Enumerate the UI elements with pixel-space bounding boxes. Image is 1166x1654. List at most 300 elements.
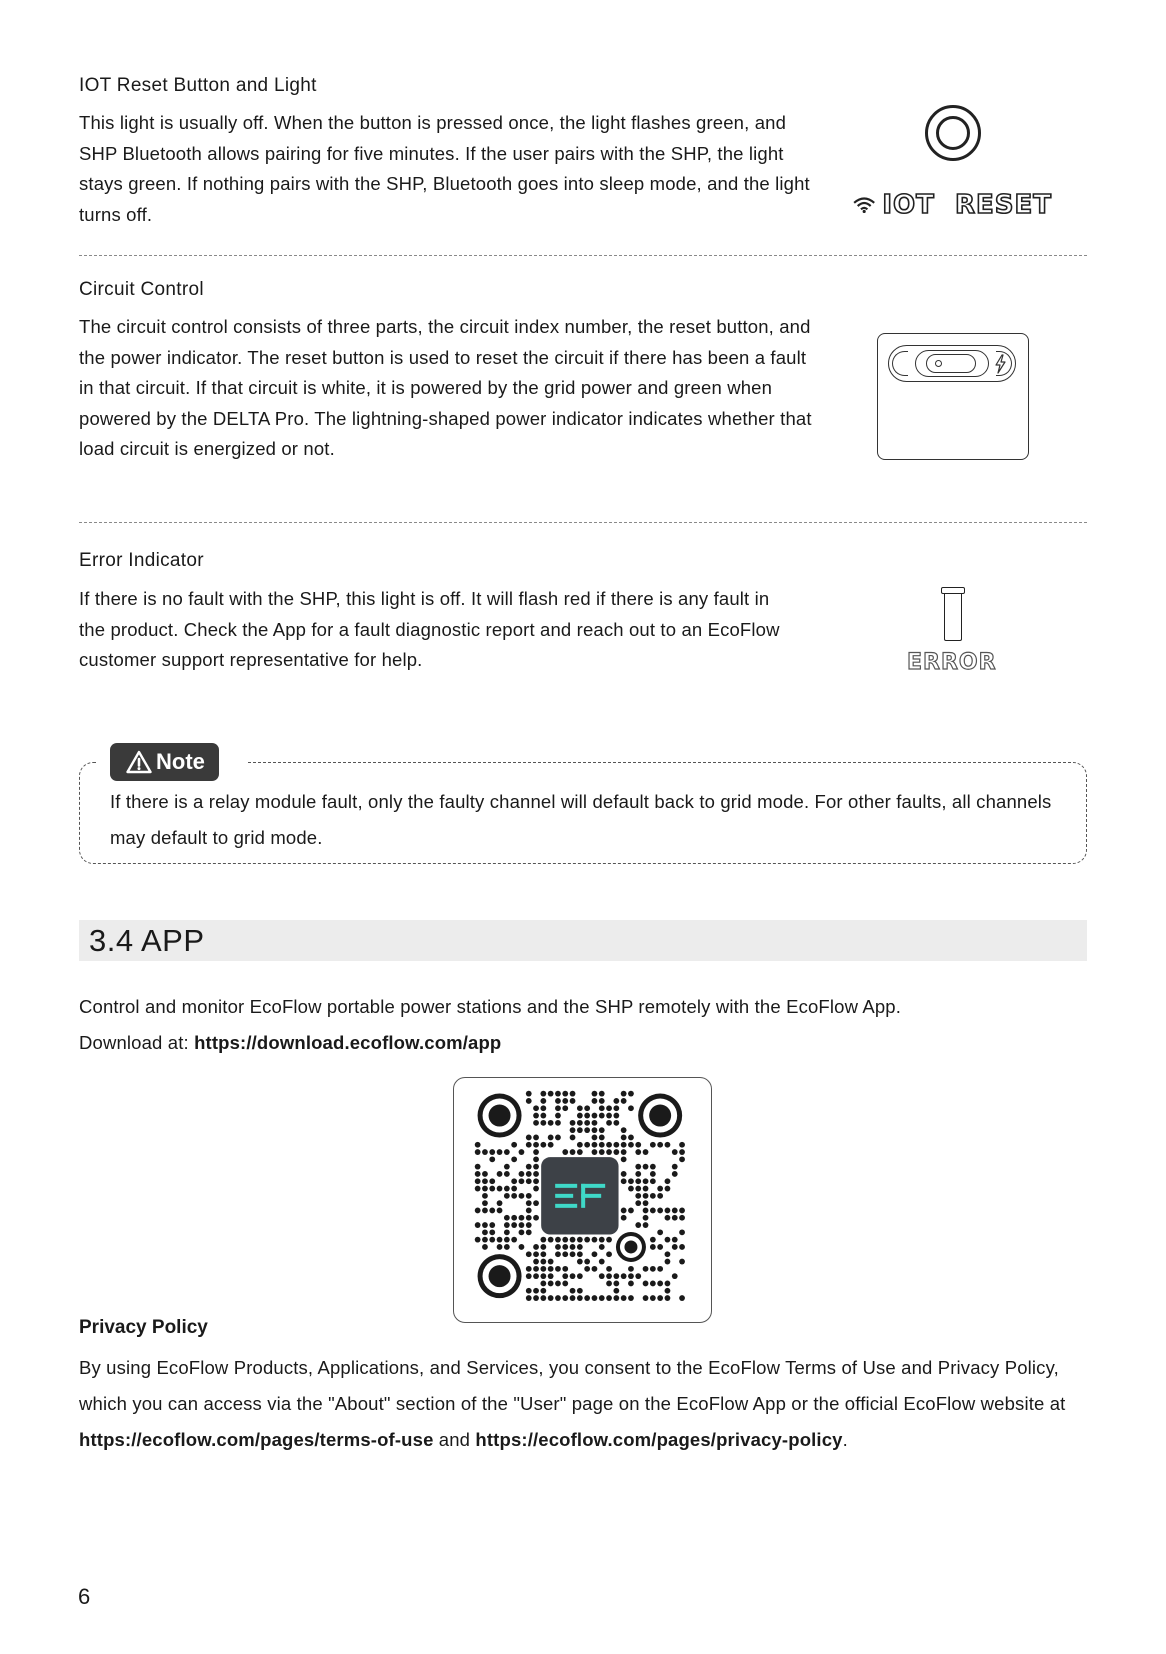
qr-module (519, 1229, 525, 1235)
qr-module (577, 1142, 583, 1148)
qr-module (665, 1259, 671, 1265)
qr-module (562, 1295, 568, 1301)
qr-module (540, 1142, 546, 1148)
qr-module (562, 1273, 568, 1279)
qr-module (533, 1244, 539, 1250)
qr-module (577, 1149, 583, 1155)
qr-module (511, 1178, 517, 1184)
qr-module (511, 1237, 517, 1243)
qr-module (665, 1142, 671, 1148)
qr-module (657, 1229, 663, 1235)
qr-module (533, 1186, 539, 1192)
qr-module (497, 1244, 503, 1250)
qr-module (562, 1105, 568, 1111)
qr-module (577, 1120, 583, 1126)
qr-module (540, 1113, 546, 1119)
qr-module (504, 1215, 510, 1221)
download-prefix: Download at: (79, 1032, 195, 1053)
privacy-body-text: By using EcoFlow Products, Applications, and Services, you consent to the EcoFlow Terms of Use and Privacy Policy, which you can access via the "About" section of the "User" page on the EcoFlow App or the official EcoFlow website at (79, 1357, 1066, 1414)
qr-module (584, 1237, 590, 1243)
qr-module (511, 1215, 517, 1221)
qr-module (555, 1135, 561, 1141)
qr-module (577, 1105, 583, 1111)
qr-module (679, 1149, 685, 1155)
qr-module (497, 1149, 503, 1155)
qr-module (489, 1222, 495, 1228)
iot-reset-figure (852, 100, 1052, 230)
qr-module (628, 1266, 634, 1272)
qr-module (482, 1229, 488, 1235)
qr-module (533, 1288, 539, 1294)
qr-module (533, 1149, 539, 1155)
qr-module (482, 1200, 488, 1206)
qr-module (665, 1251, 671, 1257)
qr-module (570, 1288, 576, 1294)
qr-module (584, 1142, 590, 1148)
qr-code-graphic (454, 1078, 712, 1323)
qr-module (599, 1149, 605, 1155)
qr-module (526, 1295, 532, 1301)
qr-module (548, 1135, 554, 1141)
qr-module (526, 1091, 532, 1097)
qr-module (592, 1142, 598, 1148)
qr-module (628, 1281, 634, 1287)
qr-module (599, 1105, 605, 1111)
qr-module (511, 1142, 517, 1148)
qr-module (555, 1237, 561, 1243)
qr-module (562, 1281, 568, 1287)
qr-module (657, 1193, 663, 1199)
qr-module (650, 1208, 656, 1214)
qr-module (475, 1164, 481, 1170)
qr-module (533, 1178, 539, 1184)
qr-module (628, 1295, 634, 1301)
qr-module (504, 1222, 510, 1228)
qr-module (562, 1237, 568, 1243)
qr-module (519, 1222, 525, 1228)
qr-module (657, 1244, 663, 1250)
qr-module (599, 1113, 605, 1119)
qr-module (592, 1149, 598, 1155)
privacy-policy-link[interactable]: https://ecoflow.com/pages/privacy-policy (475, 1429, 843, 1450)
qr-module (584, 1266, 590, 1272)
ecoflow-logo-stroke (581, 1184, 585, 1208)
qr-module (635, 1222, 641, 1228)
qr-module (526, 1273, 532, 1279)
qr-module (621, 1142, 627, 1148)
qr-module (577, 1113, 583, 1119)
circuit-control-figure (877, 333, 1029, 460)
qr-module (533, 1156, 539, 1162)
note-text: If there is a relay module fault, only the faulty channel will default back to grid mode. For other faults, all channels may default to grid mode. (110, 791, 1052, 848)
qr-module (570, 1273, 576, 1279)
section-divider (79, 255, 1087, 256)
qr-module (519, 1171, 525, 1177)
qr-module (679, 1215, 685, 1221)
qr-module (643, 1208, 649, 1214)
qr-module (606, 1295, 612, 1301)
qr-module (533, 1295, 539, 1301)
qr-module (540, 1273, 546, 1279)
qr-module (570, 1098, 576, 1104)
qr-module (526, 1229, 532, 1235)
privacy-title: Privacy Policy (79, 1317, 208, 1338)
iot-reset-label: IOT RESET (882, 190, 1052, 220)
qr-module (526, 1142, 532, 1148)
qr-module (657, 1266, 663, 1272)
qr-module (482, 1171, 488, 1177)
qr-module (613, 1142, 619, 1148)
qr-module (533, 1200, 539, 1206)
qr-module (562, 1251, 568, 1257)
qr-module (482, 1222, 488, 1228)
privacy-body (79, 1350, 1089, 1458)
qr-module (672, 1215, 678, 1221)
qr-module (599, 1091, 605, 1097)
terms-of-use-link[interactable]: https://ecoflow.com/pages/terms-of-use (79, 1429, 434, 1450)
qr-module (592, 1120, 598, 1126)
qr-module (606, 1266, 612, 1272)
qr-module (621, 1149, 627, 1155)
qr-module (628, 1208, 634, 1214)
qr-module (562, 1149, 568, 1155)
qr-module (584, 1259, 590, 1265)
qr-module (643, 1186, 649, 1192)
qr-module (555, 1281, 561, 1287)
qr-module (511, 1156, 517, 1162)
qr-module (606, 1237, 612, 1243)
qr-module (570, 1295, 576, 1301)
qr-module (526, 1208, 532, 1214)
iot-section-body: This light is usually off. When the button is pressed once, the light flashes green, and SHP Bluetooth allows pairing for five minutes. If the user pairs with the SHP, the light stays green. If nothing pairs with the SHP, Bluetooth goes into sleep mode, and the light turns off. (79, 112, 810, 225)
qr-module (635, 1200, 641, 1206)
qr-module (504, 1149, 510, 1155)
qr-module (584, 1113, 590, 1119)
qr-module (526, 1171, 532, 1177)
qr-module (584, 1120, 590, 1126)
qr-module (577, 1295, 583, 1301)
qr-module (577, 1127, 583, 1133)
circuit-section-body: The circuit control consists of three parts, the circuit index number, the reset button, and the power indicator. The reset button is used to reset the circuit if there has been a fault in that circuit. If that circuit is white, it is powered by the grid power and green when powered by the DELTA Pro. The lightning-shaped power indicator indicates whether that load circuit is energized or not. (79, 316, 812, 459)
qr-module (621, 1273, 627, 1279)
qr-module (621, 1208, 627, 1214)
qr-module (584, 1127, 590, 1133)
qr-module (613, 1120, 619, 1126)
qr-module (635, 1142, 641, 1148)
qr-module (489, 1237, 495, 1243)
qr-module (526, 1266, 532, 1272)
qr-module (679, 1156, 685, 1162)
ecoflow-logo-stroke (555, 1204, 577, 1208)
qr-module (570, 1127, 576, 1133)
qr-module (628, 1178, 634, 1184)
qr-module (672, 1149, 678, 1155)
qr-module (482, 1193, 488, 1199)
qr-module (665, 1186, 671, 1192)
qr-module (606, 1105, 612, 1111)
privacy-and-text: and (433, 1429, 476, 1450)
qr-module (548, 1142, 554, 1148)
qr-module (621, 1295, 627, 1301)
qr-module (504, 1237, 510, 1243)
qr-module (489, 1229, 495, 1235)
qr-module (628, 1135, 634, 1141)
qr-module (665, 1215, 671, 1221)
qr-module (497, 1200, 503, 1206)
qr-module (621, 1098, 627, 1104)
warning-icon (126, 750, 152, 774)
app-qr-code (453, 1077, 712, 1323)
circuit-reset-switch-icon (888, 345, 1016, 382)
qr-module (482, 1186, 488, 1192)
qr-module (643, 1149, 649, 1155)
qr-module (657, 1142, 663, 1148)
qr-module (592, 1266, 598, 1272)
qr-module (584, 1105, 590, 1111)
iot-section-title: IOT Reset Button and Light (79, 75, 317, 96)
qr-module (570, 1091, 576, 1097)
ecoflow-logo-stroke (555, 1194, 573, 1198)
qr-finder-pattern (489, 1265, 511, 1287)
qr-module (562, 1244, 568, 1250)
qr-module (562, 1091, 568, 1097)
qr-module (679, 1244, 685, 1250)
qr-module (657, 1208, 663, 1214)
qr-module (672, 1244, 678, 1250)
qr-module (519, 1244, 525, 1250)
qr-module (635, 1171, 641, 1177)
qr-module (555, 1295, 561, 1301)
error-section-title: Error Indicator (79, 550, 204, 571)
qr-module (489, 1208, 495, 1214)
qr-module (533, 1135, 539, 1141)
qr-module (635, 1193, 641, 1199)
qr-module (540, 1288, 546, 1294)
qr-module (562, 1266, 568, 1272)
qr-module (533, 1113, 539, 1119)
qr-module (592, 1251, 598, 1257)
qr-module (599, 1273, 605, 1279)
qr-module (526, 1222, 532, 1228)
qr-module (672, 1164, 678, 1170)
qr-module (635, 1186, 641, 1192)
qr-module (599, 1098, 605, 1104)
qr-module (526, 1178, 532, 1184)
qr-module (592, 1113, 598, 1119)
qr-module (621, 1178, 627, 1184)
qr-module (526, 1288, 532, 1294)
qr-module (475, 1178, 481, 1184)
qr-module (548, 1273, 554, 1279)
qr-module (599, 1135, 605, 1141)
qr-module (672, 1171, 678, 1177)
qr-module (540, 1120, 546, 1126)
error-label: ERROR (907, 650, 997, 675)
qr-module (613, 1273, 619, 1279)
qr-module (628, 1186, 634, 1192)
app-description: Control and monitor EcoFlow portable power stations and the SHP remotely with the EcoFlow App. (79, 996, 902, 1017)
qr-module (613, 1098, 619, 1104)
qr-module (533, 1164, 539, 1170)
qr-module (570, 1120, 576, 1126)
qr-module (657, 1186, 663, 1192)
qr-module (650, 1266, 656, 1272)
qr-module (613, 1281, 619, 1287)
qr-module (650, 1178, 656, 1184)
qr-module (679, 1142, 685, 1148)
qr-module (621, 1127, 627, 1133)
qr-module (592, 1091, 598, 1097)
qr-module (475, 1149, 481, 1155)
qr-module (628, 1273, 634, 1279)
app-section-heading: 3.4 APP (89, 923, 205, 958)
qr-module (643, 1215, 649, 1221)
qr-module (665, 1178, 671, 1184)
qr-module (519, 1215, 525, 1221)
qr-module (548, 1120, 554, 1126)
qr-module (635, 1178, 641, 1184)
ecoflow-logo-stroke (555, 1184, 577, 1188)
qr-module (628, 1105, 634, 1111)
qr-module (526, 1098, 532, 1104)
qr-module (613, 1288, 619, 1294)
qr-module (504, 1171, 510, 1177)
qr-module (540, 1295, 546, 1301)
qr-module (577, 1259, 583, 1265)
qr-module (650, 1281, 656, 1287)
qr-module (519, 1178, 525, 1184)
qr-module (540, 1237, 546, 1243)
note-badge-label: Note (156, 749, 205, 774)
qr-module (540, 1251, 546, 1257)
qr-alignment-pattern (624, 1240, 637, 1253)
qr-module (475, 1208, 481, 1214)
qr-module (606, 1281, 612, 1287)
qr-module (526, 1200, 532, 1206)
qr-module (475, 1142, 481, 1148)
qr-module (650, 1295, 656, 1301)
qr-module (650, 1244, 656, 1250)
qr-module (526, 1193, 532, 1199)
qr-module (592, 1295, 598, 1301)
qr-module (548, 1295, 554, 1301)
qr-module (679, 1295, 685, 1301)
qr-module (657, 1295, 663, 1301)
qr-module (643, 1281, 649, 1287)
qr-module (643, 1164, 649, 1170)
qr-module (635, 1149, 641, 1155)
qr-module (606, 1273, 612, 1279)
qr-module (548, 1091, 554, 1097)
qr-module (482, 1208, 488, 1214)
qr-module (497, 1171, 503, 1177)
qr-module (511, 1222, 517, 1228)
qr-module (504, 1229, 510, 1235)
qr-module (555, 1266, 561, 1272)
qr-module (592, 1127, 598, 1133)
qr-module (606, 1120, 612, 1126)
qr-module (533, 1259, 539, 1265)
qr-module (643, 1295, 649, 1301)
qr-module (599, 1295, 605, 1301)
qr-module (570, 1149, 576, 1155)
qr-module (511, 1193, 517, 1199)
qr-module (489, 1186, 495, 1192)
qr-module (665, 1295, 671, 1301)
qr-module (643, 1178, 649, 1184)
qr-module (475, 1237, 481, 1243)
qr-module (540, 1259, 546, 1265)
qr-module (533, 1120, 539, 1126)
page-number: 6 (78, 1584, 91, 1609)
qr-module (613, 1149, 619, 1155)
error-indicator-figure (897, 587, 1007, 687)
qr-module (635, 1273, 641, 1279)
qr-module (533, 1273, 539, 1279)
qr-module (665, 1281, 671, 1287)
qr-module (548, 1281, 554, 1287)
qr-module (613, 1105, 619, 1111)
qr-module (621, 1156, 627, 1162)
iot-reset-button-icon (925, 105, 981, 161)
qr-module (665, 1208, 671, 1214)
qr-module (665, 1237, 671, 1243)
qr-module (548, 1237, 554, 1243)
qr-module (599, 1259, 605, 1265)
qr-module (504, 1186, 510, 1192)
qr-module (672, 1273, 678, 1279)
qr-module (526, 1135, 532, 1141)
qr-module (628, 1142, 634, 1148)
qr-module (482, 1244, 488, 1250)
download-link[interactable]: https://download.ecoflow.com/app (194, 1032, 502, 1053)
wifi-icon (852, 193, 876, 217)
qr-module (555, 1113, 561, 1119)
qr-module (526, 1251, 532, 1257)
qr-module (613, 1295, 619, 1301)
qr-module (482, 1178, 488, 1184)
qr-module (533, 1105, 539, 1111)
qr-module (540, 1105, 546, 1111)
qr-module (672, 1237, 678, 1243)
qr-module (592, 1237, 598, 1243)
qr-module (650, 1237, 656, 1243)
qr-module (650, 1193, 656, 1199)
qr-finder-pattern (649, 1105, 671, 1127)
qr-module (504, 1244, 510, 1250)
qr-module (606, 1113, 612, 1119)
qr-module (570, 1244, 576, 1250)
qr-module (613, 1113, 619, 1119)
qr-module (475, 1222, 481, 1228)
qr-module (548, 1259, 554, 1265)
qr-module (475, 1186, 481, 1192)
qr-module (497, 1208, 503, 1214)
app-section-body (79, 989, 1089, 1061)
qr-module (672, 1208, 678, 1214)
qr-module (621, 1215, 627, 1221)
qr-module (679, 1208, 685, 1214)
qr-module (555, 1105, 561, 1111)
qr-module (643, 1200, 649, 1206)
qr-module (489, 1156, 495, 1162)
qr-module (592, 1098, 598, 1104)
qr-module (475, 1171, 481, 1177)
qr-module (540, 1281, 546, 1287)
qr-module (679, 1259, 685, 1265)
qr-module (555, 1098, 561, 1104)
qr-module (650, 1142, 656, 1148)
